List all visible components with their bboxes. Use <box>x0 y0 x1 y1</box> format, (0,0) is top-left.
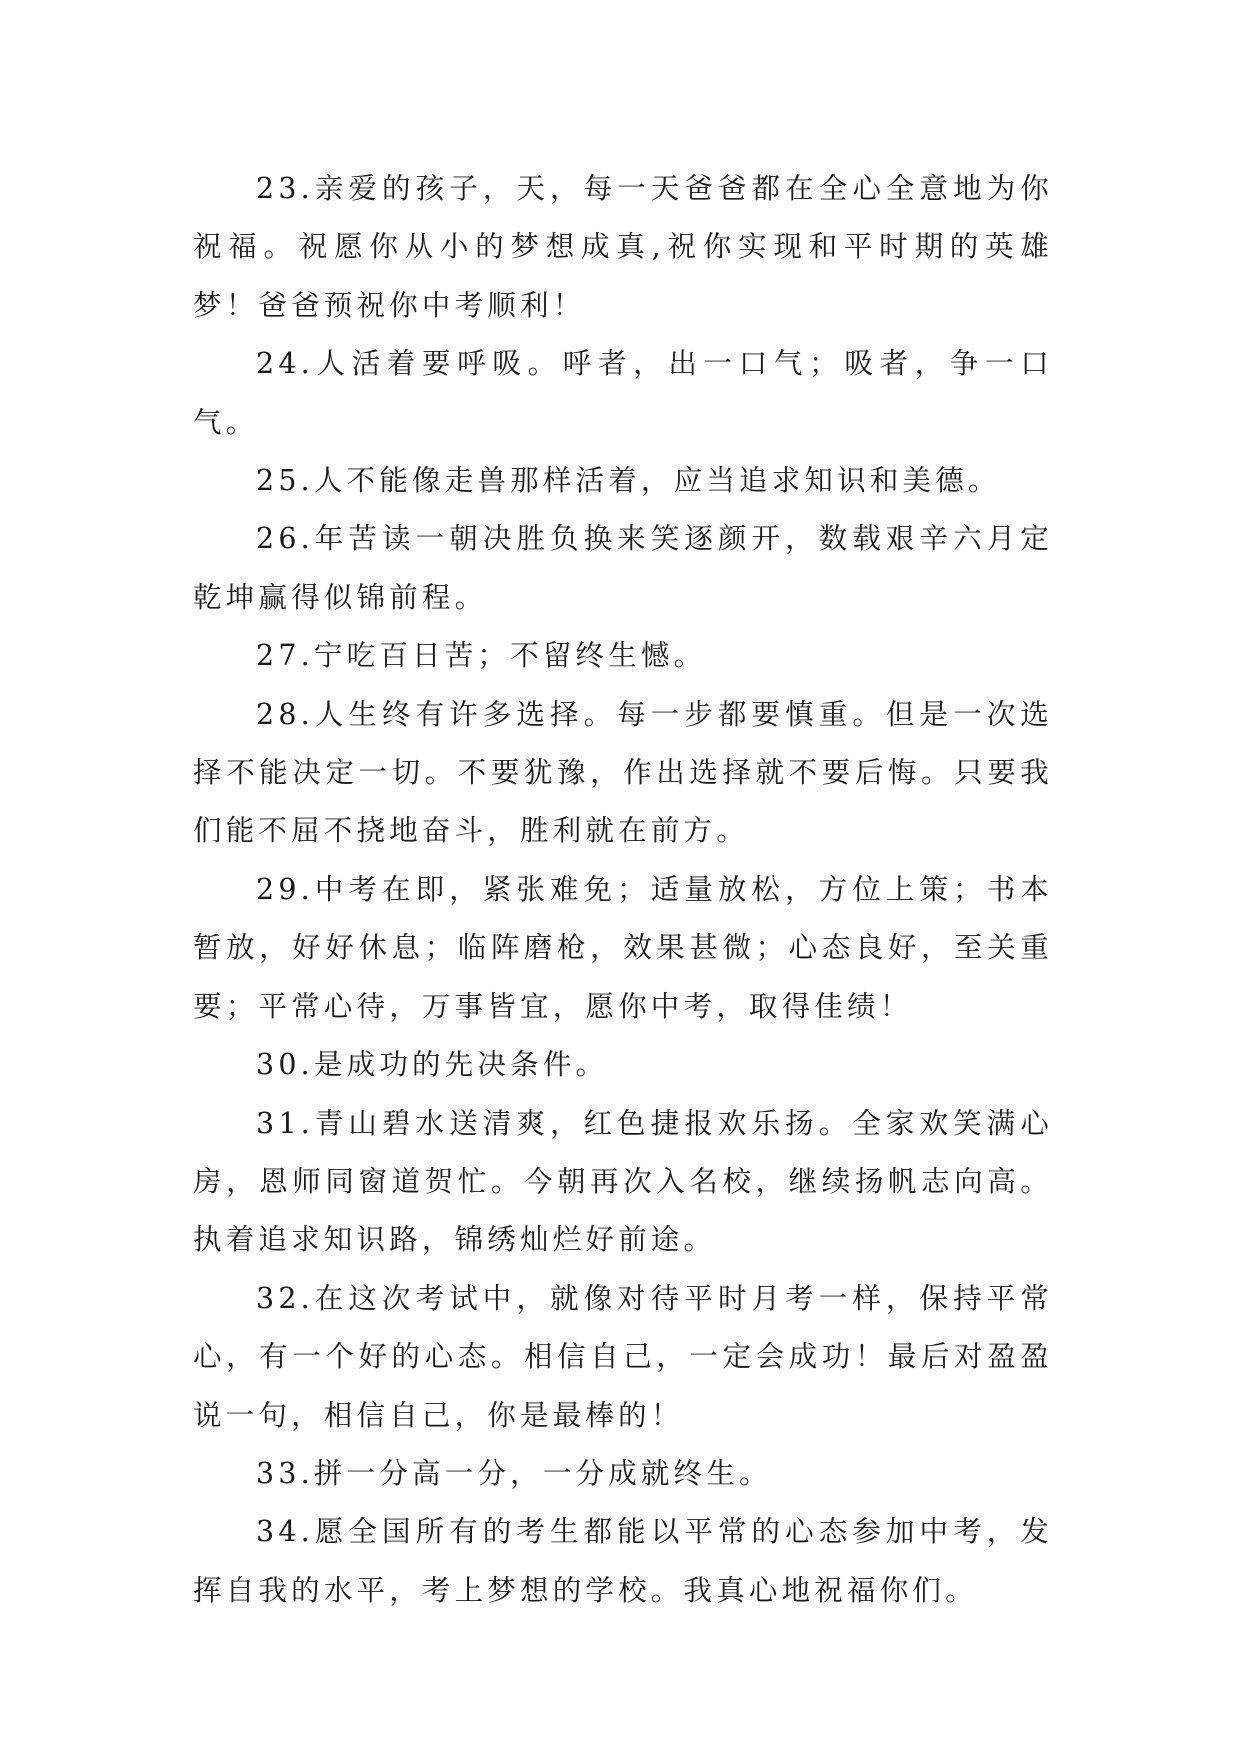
paragraph-25: 25.人不能像走兽那样活着，应当追求知识和美德。 <box>256 464 1001 498</box>
paragraph-31: 31.青山碧水送清爽，红色捷报欢乐扬。全家欢笑满心房，恩师同窗道贺忙。今朝再次入名校，继续扬帆志向高。执着追求知识路，锦绣灿烂好前途。 <box>193 1106 1053 1257</box>
paragraph-30: 30.是成功的先决条件。 <box>256 1048 609 1082</box>
paragraph-24: 24.人活着要呼吸。呼者，出一口气；吸者，争一口气。 <box>193 347 1053 439</box>
paragraph-28: 28.人生终有许多选择。每一步都要慎重。但是一次选择不能决定一切。不要犹豫，作出选择就不要后悔。只要我们能不屈不挠地奋斗，胜利就在前方。 <box>193 697 1053 848</box>
paragraph-23: 23.亲爱的孩子，天，每一天爸爸都在全心全意地为你祝福。祝愿你从小的梦想成真,祝你实现和平时期的英雄梦！爸爸预祝你中考顺利！ <box>193 172 1053 322</box>
document-body <box>193 160 1053 1620</box>
paragraph-32: 32.在这次考试中，就像对待平时月考一样，保持平常心，有一个好的心态。相信自己，一定会成功！最后对盈盈说一句，相信自己，你是最棒的！ <box>193 1281 1053 1432</box>
paragraph-33: 33.拼一分高一分，一分成就终生。 <box>256 1456 772 1490</box>
paragraph-29: 29.中考在即，紧张难免；适量放松，方位上策；书本暂放，好好休息；临阵磨枪，效果甚微；心态良好，至关重要；平常心待，万事皆宜，愿你中考，取得佳绩！ <box>193 872 1053 1023</box>
paragraph-34: 34.愿全国所有的考生都能以平常的心态参加中考，发挥自我的水平，考上梦想的学校。我真心地祝福你们。 <box>193 1515 1053 1607</box>
paragraph-27: 27.宁吃百日苦；不留终生憾。 <box>256 639 707 673</box>
paragraph-26: 26.年苦读一朝决胜负换来笑逐颜开，数载艰辛六月定乾坤赢得似锦前程。 <box>193 522 1053 614</box>
